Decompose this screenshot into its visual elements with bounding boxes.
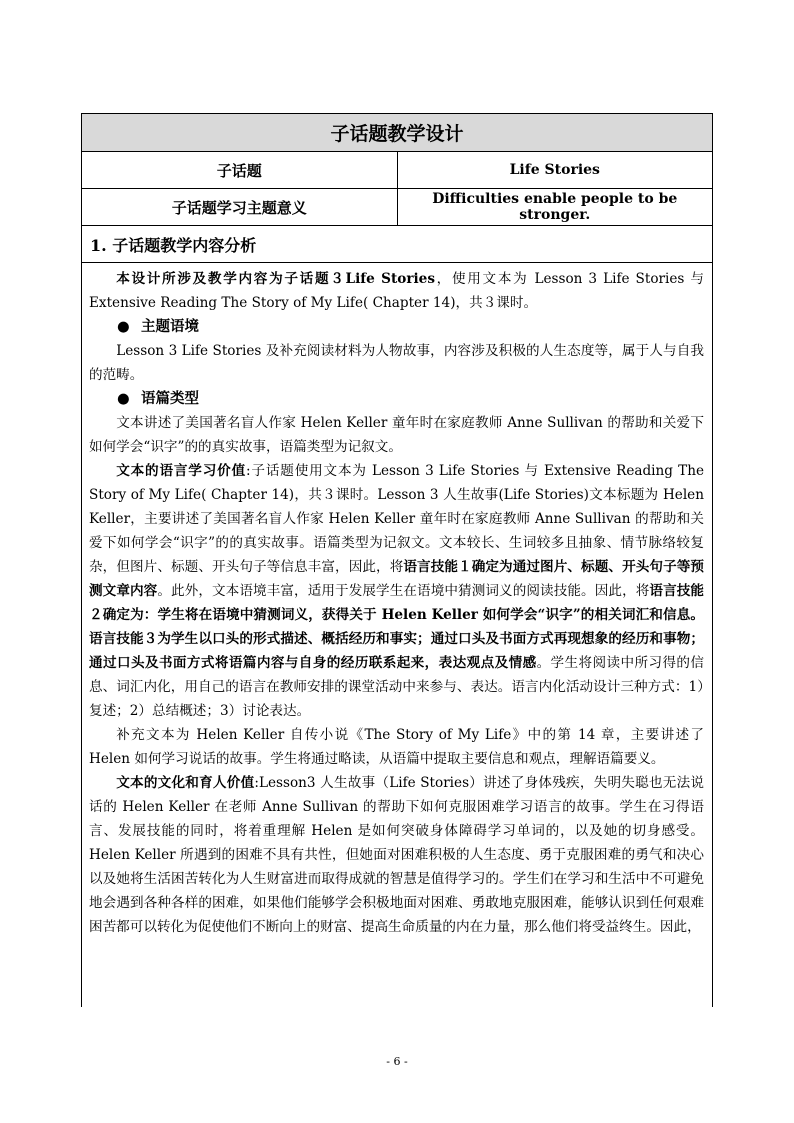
table-title: 子话题教学设计 [82,114,713,152]
intro-bold: 本设计所涉及教学内容为子话题３Life Stories [116,271,435,287]
theme-meaning-value: Difficulties enable people to be stronger. [397,189,713,226]
cultural-value-heading: 文本的文化和育人价值 [116,775,255,791]
paragraph-cultural-value [89,771,704,939]
bullet-theme-context [89,315,704,339]
content-analysis-body [82,263,713,1008]
section-heading: 1. 子话题教学内容分析 [82,226,713,263]
bullet-theme-context-label: 主题语境 [141,318,199,335]
language-value-text-a: :子话题使用文本为 Lesson 3 Life Stories 与 Extensive Reading The Story of My Life( Chapter 14)，共３课时。Lesson 3 人生故事(Life Stories)文本标题为 Helen Keller，主要讲述了美国著名盲人作家 Helen Keller 童年时在家庭教师 Anne Sullivan 的帮助和关爱下如何学会“识字”的的真实故事。语篇类型为记叙文。文本较长、生词较多且抽象、情节脉络较复杂，但图片、标题、开头句子等信息丰富，因此，将 [89,463,705,575]
page-number: - 6 - [386,1055,408,1068]
paragraph-supplementary-text: 补充文本为 Helen Keller 自传小说《The Story of My Life》中的第 14 章，主要讲述了 Helen 如何学习说话的故事。学生将通过略读，从语篇中提取主要信息和观点，理解语篇要义。 [89,727,704,767]
bullet-text-type-label: 语篇类型 [141,390,199,407]
subtopic-label: 子话题 [82,152,398,189]
subtopic-value: Life Stories [397,152,713,189]
bullet-dot-icon: ● [117,318,130,335]
paragraph-theme-context: Lesson 3 Life Stories 及补充阅读材料为人物故事，内容涉及积极的人生态度等，属于人与自我的范畴。 [89,343,704,383]
language-skill-1: 语言技能１确定为通过图片、标题、开头句子等预测文章内容 [89,559,705,599]
theme-meaning-label: 子话题学习主题意义 [82,189,398,226]
bullet-dot-icon: ● [117,390,130,407]
language-skill-2-3: 语言技能２确定为：学生将在语境中猜测词义，获得关于 Helen Keller 如何学会“识字”的相关词汇和信息。语言技能３为学生以口头的形式描述、概括经历和事实；通过口头及书面方式再现想象的经历和事物；通过口头及书面方式将语篇内容与自身的经历联系起来，表达观点及情感 [89,583,705,671]
paragraph-intro [89,267,704,315]
paragraph-text-type: 文本讲述了美国著名盲人作家 Helen Keller 童年时在家庭教师 Anne Sullivan 的帮助和关爱下如何学会“识字”的的真实故事，语篇类型为记叙文。 [89,415,704,455]
language-value-text-b: 。此外，文本语境丰富，适用于发展学生在语境中猜测词义的阅读技能。因此，将 [157,583,650,599]
language-value-text-c: 。学生将阅读中所习得的信息、词汇内化，用自己的语言在教师安排的课堂活动中来参与、表达。语言内化活动设计三种方式：1）复述；2）总结概述；3）讨论表达。 [89,655,705,719]
paragraph-language-value [89,459,704,723]
cultural-value-text: :Lesson3 人生故事（Life Stories）讲述了身体残疾，失明失聪也无法说话的 Helen Keller 在老师 Anne Sullivan 的帮助下如何克服困难学习语言的故事。学生在习得语言、发展技能的同时，将着重理解 Helen 是如何突破身体障碍学习单词的，以及她的切身感受。Helen Keller 所遇到的困难不具有共性，但她面对困难积极的人生态度、勇于克服困难的勇气和决心以及她将生活困苦转化为人生财富进而取得成就的智慧是值得学习的。学生们在学习和生活中不可避免地会遇到各种各样的困难，如果他们能够学会积极地面对困难、勇敢地克服困难，能够认识到任何艰难困苦都可以转化为促使他们不断向上的财富、提高生命质量的内在力量，那么他们将受益终生。因此， [89,775,704,935]
intro-rest: ，使用文本为 Lesson 3 Life Stories 与 Extensive Reading The Story of My Life( Chapter 14)，共３课时。 [89,271,704,311]
language-value-heading: 文本的语言学习价值 [116,463,247,479]
lesson-design-table [81,113,713,1007]
bullet-text-type [89,387,704,411]
